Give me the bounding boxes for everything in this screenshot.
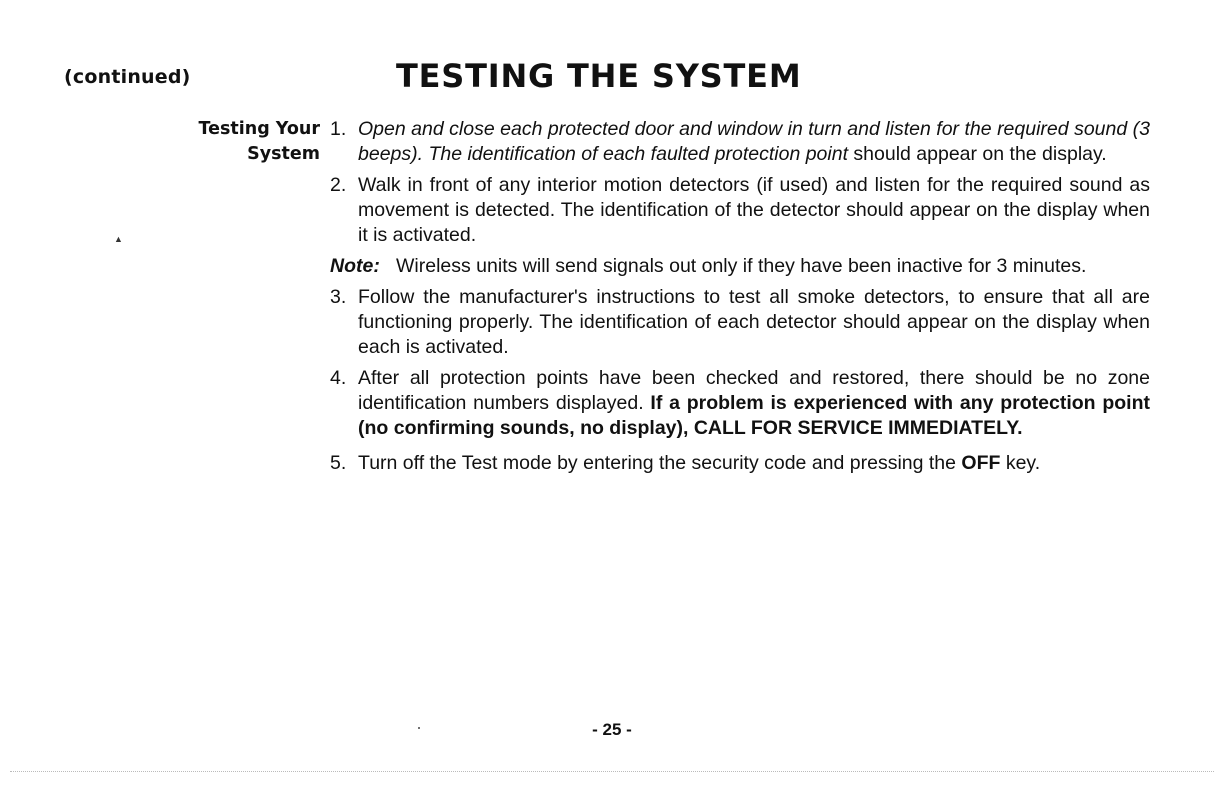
step-5 xyxy=(330,451,1150,476)
step-1 xyxy=(330,117,1150,167)
step-number: 5. xyxy=(330,452,347,474)
page-title: TESTING THE SYSTEM xyxy=(396,57,802,95)
side-heading-line-1: Testing Your xyxy=(198,119,320,139)
step-number: 4. xyxy=(330,367,347,389)
step-text: Walk in front of any interior motion detectors (if used) and listen for the required sound as movement is detected. The identification of the detector should appear on the display when it is activated. xyxy=(358,174,1150,246)
step-text-continued: should appear on the display. xyxy=(853,143,1107,165)
step-2 xyxy=(330,173,1150,248)
note-label: Note: xyxy=(330,255,380,277)
scan-edge-line xyxy=(10,771,1214,772)
step-number: 2. xyxy=(330,174,347,196)
step-number: 1. xyxy=(330,118,347,140)
step-text-end: key. xyxy=(1000,452,1041,474)
step-text: After all protection points have been checked and restored, there should be no zone identification numbers displayed. xyxy=(358,367,1150,414)
note-text: Wireless units will send signals out only if they have been inactive for 3 minutes. xyxy=(396,255,1087,277)
step-text: Turn off the Test mode by entering the security code and pressing the xyxy=(358,452,962,474)
step-text: Follow the manufacturer's instructions to test all smoke detectors, to ensure that all are functioning properly. The identification of each detector should appear on the display when each is activated. xyxy=(358,286,1150,358)
scan-mark-icon: ▲ xyxy=(114,234,123,244)
step-number: 3. xyxy=(330,286,347,308)
continued-label: (continued) xyxy=(64,66,191,88)
side-heading-line-2: System xyxy=(247,144,320,164)
step-4 xyxy=(330,366,1150,441)
steps-list xyxy=(330,117,1150,476)
step-text: Open and close each protected door and window in turn and listen for the required sound (3 beeps). The identification of each faulted protection point xyxy=(358,118,1150,165)
off-key-label: OFF xyxy=(961,452,1001,474)
step-3 xyxy=(330,285,1150,360)
note xyxy=(330,254,1150,279)
page-number: - 25 - xyxy=(592,720,632,739)
step-warning-text: If a problem is experienced with any protection point (no confirming sounds, no display), CALL FOR SERVICE IMMEDIATELY. xyxy=(358,392,1150,439)
side-heading xyxy=(150,117,320,167)
